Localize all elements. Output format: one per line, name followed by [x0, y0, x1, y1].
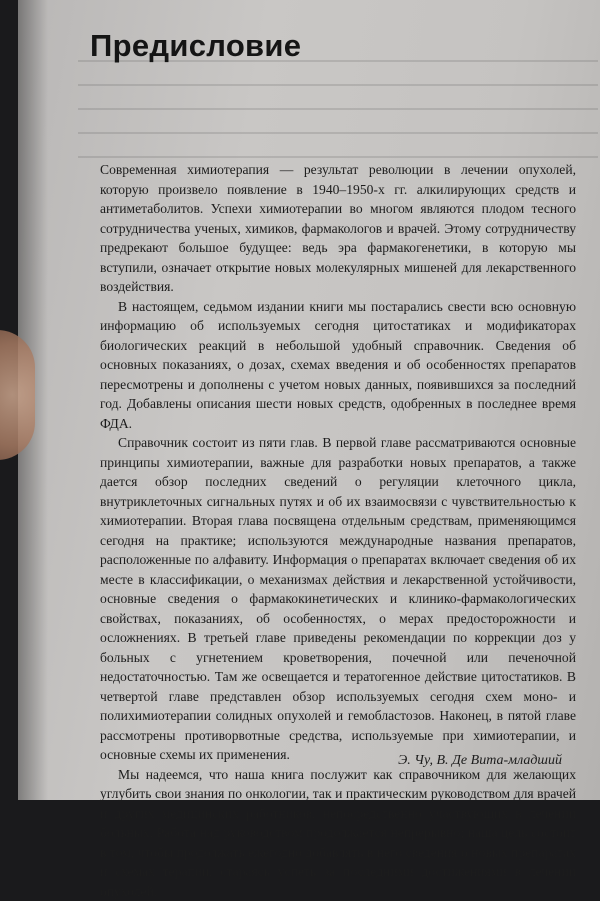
page-title: Предисловие — [90, 28, 301, 64]
preface-body — [100, 160, 576, 901]
paragraph-3: Справочник состоит из пяти глав. В первой главе рассматриваются основные принципы химиотерапии, важные для разработки новых препаратов, а также дается обзор последних сведений о регуляции клеточного цикла, внутриклеточных сигнальных путях и об их взаимосвязи с чувствительностью к химиотерапии. Вторая глава посвящена отдельным средствам, применяющимся сегодня на практике; используются международные названия препаратов, расположенные по алфавиту. Информация о препаратах включает сведения об их месте в классификации, о механизмах действия и лекарственной устойчивости, основные сведения о фармакокинетических и клинико-фармакологических свойствах, показаниях, об особенностях, о мерах предосторожности и осложнениях. В третьей главе приведены рекомендации по коррекции доз у больных с угнетением кроветворения, почечной или печеночной недостаточностью. Там же освещается и тератогенное действие цитостатиков. В четвертой главе представлен обзор используемых сегодня схем моно- и полихимиотерапии солидных опухолей и гемобластозов. Наконец, в пятой главе рассмотрены противорвотные средства, используемые при химиотерапии, и основные схемы их применения. — [100, 433, 576, 765]
paragraph-1: Современная химиотерапия — результат революции в лечении опухолей, которую произвело появление в 1940–1950-х гг. алкилирующих средств и антиметаболитов. Успехи химиотерапии во многом являются плодом тесного сотрудничества ученых, химиков, фармакологов и врачей. Этому сотрудничеству предрекают большое будущее: ведь эра фармакогенетики, в которую мы вступили, означает открытие новых молекулярных мишеней для лекарственного воздействия. — [100, 160, 576, 297]
author-signature: Э. Чу, В. Де Вита-младший — [398, 753, 562, 769]
paragraph-4: Мы надеемся, что наша книга послужит как справочником для желающих углубить свои знания по онкологии, так и практическим руководством для врачей и других медицинских работников, непосредственно участвующих в лечении больных. Работа над руководством продолжается непрерывно; наша цель состоит в том, чтобы продолжать ежегодно добавлять в него сведения о новых препаратах и схемах терапии, стараясь успеть за последними достижениями в лечении опухолей. — [100, 765, 576, 901]
book-page — [18, 0, 600, 800]
show-through-text — [78, 46, 598, 166]
thumb — [0, 330, 35, 460]
paragraph-2: В настоящем, седьмом издании книги мы постарались свести всю основную информацию об используемых сегодня цитостатиках и модификаторах биологических реакций в небольшой удобный справочник. Сведения об основных показаниях, о дозах, схемах введения и об особенностях препаратов пересмотрены и дополнены с учетом новых данных, появившихся за последний год. Добавлены описания шести новых средств, одобренных в последнее время ФДА. — [100, 297, 576, 434]
